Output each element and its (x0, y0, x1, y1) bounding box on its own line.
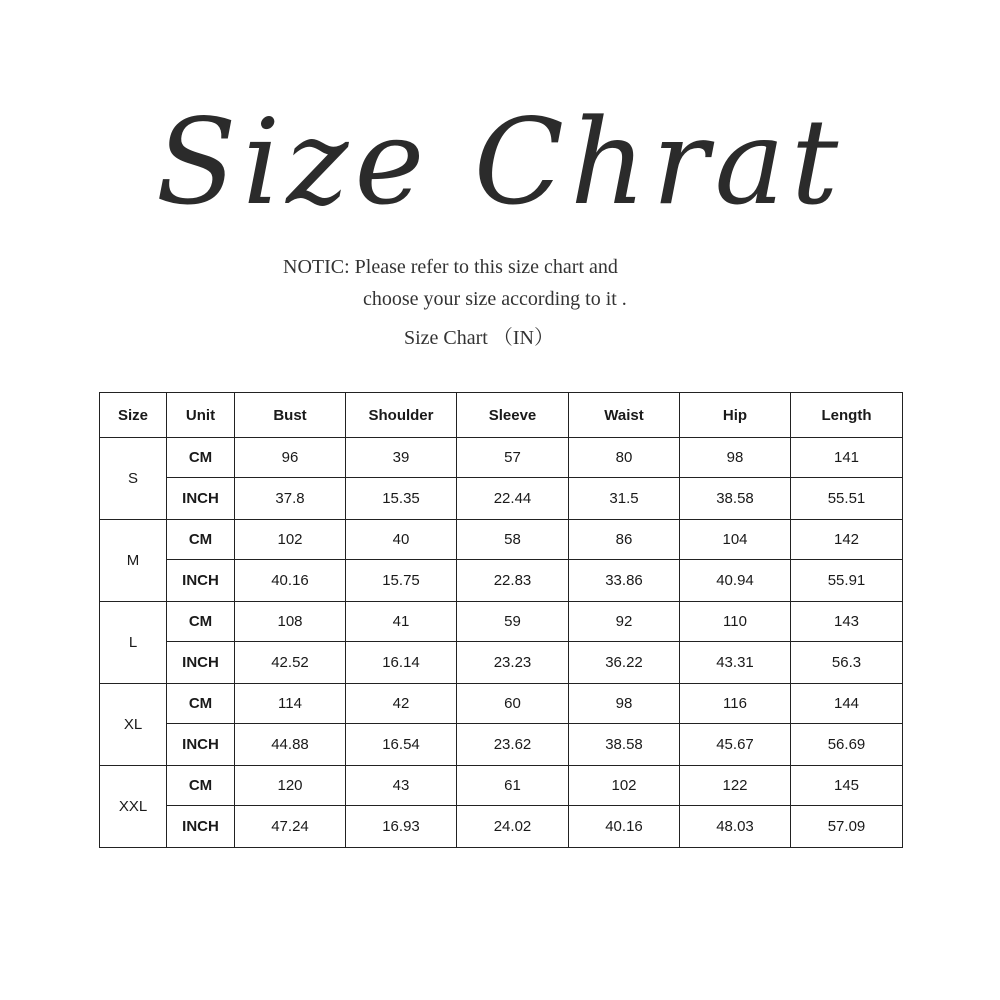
size-label-cell: XXL (100, 766, 167, 848)
measurement-cell: 57 (457, 438, 569, 478)
measurement-cell: 39 (346, 438, 457, 478)
measurement-cell: 47.24 (235, 806, 346, 848)
table-row (100, 438, 903, 478)
measurement-cell: 58 (457, 520, 569, 560)
measurement-cell: 145 (791, 766, 903, 806)
measurement-cell: 40 (346, 520, 457, 560)
size-label-cell: L (100, 602, 167, 684)
measurement-cell: 42.52 (235, 642, 346, 684)
measurement-cell: 45.67 (680, 724, 791, 766)
unit-cell: INCH (167, 478, 235, 520)
measurement-cell: 15.75 (346, 560, 457, 602)
measurement-cell: 102 (569, 766, 680, 806)
notice-line-2: choose your size according to it . (363, 288, 627, 310)
measurement-cell: 22.83 (457, 560, 569, 602)
table-caption: Size Chart （IN） (404, 327, 554, 349)
table-row (100, 642, 903, 684)
measurement-cell: 41 (346, 602, 457, 642)
measurement-cell: 92 (569, 602, 680, 642)
size-label-cell: M (100, 520, 167, 602)
measurement-cell: 120 (235, 766, 346, 806)
column-header-bust: Bust (235, 393, 346, 438)
measurement-cell: 102 (235, 520, 346, 560)
measurement-cell: 40.16 (235, 560, 346, 602)
measurement-cell: 122 (680, 766, 791, 806)
measurement-cell: 116 (680, 684, 791, 724)
measurement-cell: 36.22 (569, 642, 680, 684)
measurement-cell: 37.8 (235, 478, 346, 520)
measurement-cell: 22.44 (457, 478, 569, 520)
column-header-length: Length (791, 393, 903, 438)
table-row (100, 478, 903, 520)
measurement-cell: 98 (569, 684, 680, 724)
column-header-waist: Waist (569, 393, 680, 438)
column-header-hip: Hip (680, 393, 791, 438)
measurement-cell: 33.86 (569, 560, 680, 602)
table-row (100, 684, 903, 724)
measurement-cell: 15.35 (346, 478, 457, 520)
measurement-cell: 144 (791, 684, 903, 724)
measurement-cell: 48.03 (680, 806, 791, 848)
measurement-cell: 55.51 (791, 478, 903, 520)
measurement-cell: 16.14 (346, 642, 457, 684)
column-header-sleeve: Sleeve (457, 393, 569, 438)
unit-cell: INCH (167, 642, 235, 684)
table-row (100, 806, 903, 848)
measurement-cell: 104 (680, 520, 791, 560)
column-header-shoulder: Shoulder (346, 393, 457, 438)
page-title: Size Chrat (155, 93, 845, 231)
column-header-size: Size (100, 393, 167, 438)
unit-cell: INCH (167, 806, 235, 848)
table-row (100, 766, 903, 806)
measurement-cell: 43 (346, 766, 457, 806)
measurement-cell: 142 (791, 520, 903, 560)
table-row (100, 602, 903, 642)
measurement-cell: 38.58 (680, 478, 791, 520)
measurement-cell: 31.5 (569, 478, 680, 520)
unit-cell: INCH (167, 560, 235, 602)
measurement-cell: 141 (791, 438, 903, 478)
measurement-cell: 40.94 (680, 560, 791, 602)
measurement-cell: 80 (569, 438, 680, 478)
measurement-cell: 23.23 (457, 642, 569, 684)
table-row (100, 560, 903, 602)
size-chart-table (99, 392, 903, 848)
measurement-cell: 86 (569, 520, 680, 560)
measurement-cell: 57.09 (791, 806, 903, 848)
measurement-cell: 44.88 (235, 724, 346, 766)
measurement-cell: 60 (457, 684, 569, 724)
measurement-cell: 40.16 (569, 806, 680, 848)
measurement-cell: 38.58 (569, 724, 680, 766)
measurement-cell: 16.93 (346, 806, 457, 848)
measurement-cell: 24.02 (457, 806, 569, 848)
unit-cell: INCH (167, 724, 235, 766)
measurement-cell: 59 (457, 602, 569, 642)
table-row (100, 724, 903, 766)
measurement-cell: 42 (346, 684, 457, 724)
measurement-cell: 110 (680, 602, 791, 642)
measurement-cell: 23.62 (457, 724, 569, 766)
size-label-cell: S (100, 438, 167, 520)
measurement-cell: 55.91 (791, 560, 903, 602)
column-header-unit: Unit (167, 393, 235, 438)
unit-cell: CM (167, 438, 235, 478)
measurement-cell: 43.31 (680, 642, 791, 684)
measurement-cell: 114 (235, 684, 346, 724)
unit-cell: CM (167, 684, 235, 724)
measurement-cell: 16.54 (346, 724, 457, 766)
table-row (100, 520, 903, 560)
measurement-cell: 56.69 (791, 724, 903, 766)
unit-cell: CM (167, 520, 235, 560)
unit-cell: CM (167, 602, 235, 642)
measurement-cell: 143 (791, 602, 903, 642)
measurement-cell: 96 (235, 438, 346, 478)
measurement-cell: 56.3 (791, 642, 903, 684)
size-label-cell: XL (100, 684, 167, 766)
table-header-row (100, 393, 903, 438)
notice-line-1: NOTIC: Please refer to this size chart and (283, 256, 618, 278)
unit-cell: CM (167, 766, 235, 806)
table-body (100, 438, 903, 848)
measurement-cell: 61 (457, 766, 569, 806)
measurement-cell: 98 (680, 438, 791, 478)
measurement-cell: 108 (235, 602, 346, 642)
